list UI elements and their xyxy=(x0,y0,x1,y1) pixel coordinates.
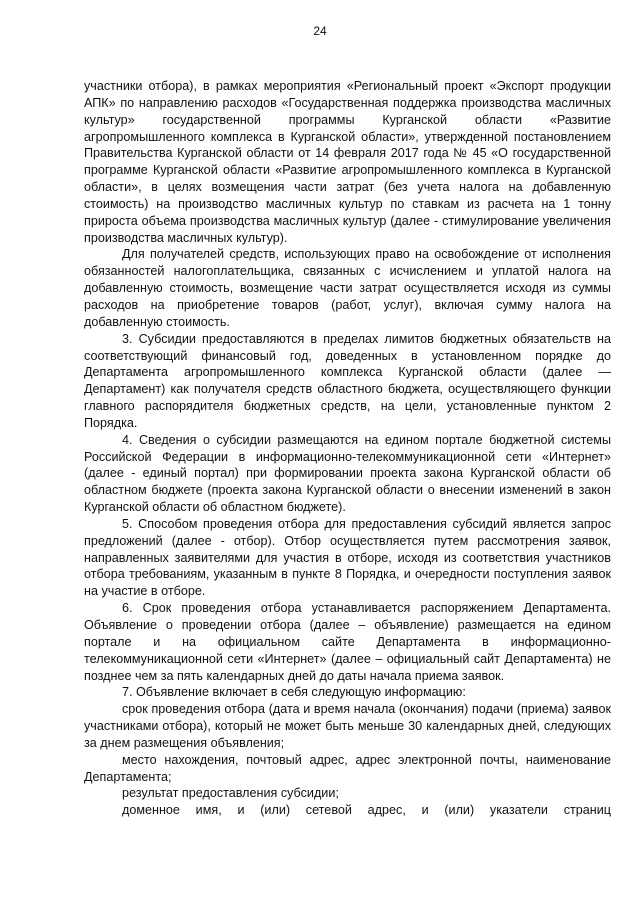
paragraph-9: место нахождения, почтовый адрес, адрес электронной почты, наименование Департамента; xyxy=(84,752,611,784)
paragraph-10: результат предоставления субсидии; xyxy=(122,786,339,801)
paragraph-1: участники отбора), в рамках мероприятия «Региональный проект «Экспорт продукции АПК» по направлению расходов «Государственная поддержка производства масличных культур» государственной программы Курганской области «Развитие агропромышленного комплекса в Курганской области», утвержденной постановлением Правительства Курганской области от 14 февраля 2017 года № 45 «О государственной программе Курганской области «Развитие агропромышленного комплекса в Курганской области», в целях возмещения части затрат (без учета налога на добавленную стоимость) на производство масличных культур по ставкам из расчета на 1 тонну прироста объема производства масличных культур (далее - стимулирование увеличения производства масличных культур). xyxy=(84,79,611,245)
paragraph-11: доменное имя, и (или) сетевой адрес, и (или) указатели страниц xyxy=(122,803,611,818)
paragraph-5: 5. Способом проведения отбора для предоставления субсидий является запрос предложений (далее - отбор). Отбор осуществляется путем рассмотрения заявок, направленных заявителями для участия в отборе, исходя из соответствия участников отбора требованиям, указанным в пункте 8 Порядка, и очередности поступления заявок на участие в отборе. xyxy=(84,516,611,599)
paragraph-3: 3. Субсидии предоставляются в пределах лимитов бюджетных обязательств на соответствующий финансовый год, доведенных в установленном порядке до Департамента агропромышленного комплекса Курганской области (далее — Департамент) как получателя средств областного бюджета, осуществляющего функции главного распорядителя бюджетных средств, на цели, установленные пунктом 2 Порядка. xyxy=(84,331,611,430)
paragraph-7: 7. Объявление включает в себя следующую информацию: xyxy=(122,685,466,700)
paragraph-8: срок проведения отбора (дата и время начала (окончания) подачи (приема) заявок участниками отбора), который не может быть меньше 30 календарных дней, следующих за днем размещения объявления; xyxy=(84,702,611,750)
paragraph-4: 4. Сведения о субсидии размещаются на едином портале бюджетной системы Российской Федерации в информационно-телекоммуникационной сети «Интернет» (далее - единый портал) при формировании проекта закона Курганской области об областном бюджете (проекта закона Курганской области о внесении изменений в закон Курганской области об областном бюджете). xyxy=(84,432,611,515)
paragraph-2: Для получателей средств, использующих право на освобождение от исполнения обязанностей налогоплательщика, связанных с исчислением и уплатой налога на добавленную стоимость, возмещение части затрат осуществляется исходя из суммы расходов на приобретение товаров (работ, услуг), включая сумму налога на добавленную стоимость. xyxy=(84,247,611,329)
page-number: 24 xyxy=(313,24,327,38)
document-body xyxy=(84,78,611,819)
paragraph-6: 6. Срок проведения отбора устанавливается распоряжением Департамента. Объявление о проведении отбора (далее – объявление) размещается на едином портале и на официальном сайте Департамента в информационно-телекоммуникационной сети «Интернет» (далее – официальный сайт Департамента) не позднее чем за пять календарных дней до даты начала приема заявок. xyxy=(84,601,611,683)
